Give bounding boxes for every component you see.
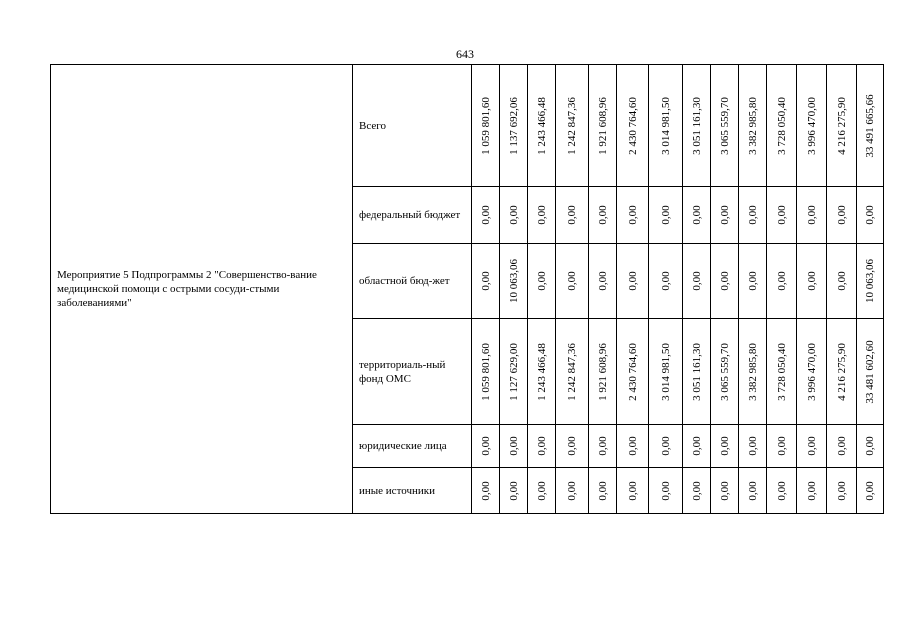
amount-cell [589,244,617,319]
amount-cell [739,244,767,319]
amount-value: 1 242 847,36 [566,96,578,155]
amount-cell [500,468,528,514]
amount-value: 0,00 [746,205,759,225]
amount-cell [797,319,827,425]
amount-value: 2 430 764,60 [626,342,639,401]
page-number: 643 [456,47,474,61]
amount-cell [617,244,649,319]
amount-cell [739,425,767,468]
amount-cell [683,319,711,425]
amount-cell [556,425,589,468]
funding-source-label: территориаль-ный фонд ОМС [353,319,472,425]
amount-value: 0,00 [864,436,876,456]
amount-cell [472,244,500,319]
amount-value: 3 051 161,30 [690,342,703,401]
amount-cell [556,244,589,319]
funding-source-label: юридические лица [353,425,472,468]
amount-cell [472,65,500,187]
amount-cell [649,65,683,187]
amount-value: 0,00 [864,480,876,501]
amount-value: 0,00 [507,205,520,225]
amount-cell [528,244,556,319]
amount-value: 1 242 847,36 [566,342,578,401]
amount-cell [472,468,500,514]
amount-value: 0,00 [659,205,672,225]
amount-cell [711,187,739,244]
amount-value: 0,00 [835,436,848,456]
amount-value: 3 996 470,00 [805,342,818,401]
amount-cell [556,468,589,514]
amount-cell [556,319,589,425]
amount-value: 0,00 [775,205,788,225]
amount-cell [767,65,797,187]
amount-cell [528,187,556,244]
amount-cell [827,468,857,514]
amount-value: 0,00 [479,205,492,225]
amount-cell [739,187,767,244]
amount-cell [472,319,500,425]
amount-value: 1 243 466,48 [535,96,548,155]
amount-cell [528,468,556,514]
amount-cell [797,425,827,468]
amount-cell [556,187,589,244]
amount-cell [528,319,556,425]
amount-cell [827,425,857,468]
amount-cell [589,319,617,425]
amount-value: 3 728 050,40 [775,96,788,155]
amount-cell [556,65,589,187]
amount-cell [857,468,884,514]
amount-cell [472,187,500,244]
amount-cell [649,468,683,514]
amount-value: 0,00 [659,271,672,291]
amount-cell [683,425,711,468]
amount-value: 0,00 [566,271,578,291]
amount-value: 0,00 [805,205,818,225]
amount-cell [649,319,683,425]
amount-value: 10 063,06 [864,259,876,303]
amount-cell [857,244,884,319]
amount-value: 33 491 665,66 [864,93,876,158]
amount-value: 1 921 608,96 [596,342,609,401]
amount-cell [797,65,827,187]
amount-value: 1 243 466,48 [535,342,548,401]
amount-value: 0,00 [690,436,703,456]
row-total [51,65,884,187]
amount-cell [857,425,884,468]
funding-source-label: иные источники [353,468,472,514]
amount-cell [857,187,884,244]
amount-value: 0,00 [775,271,788,291]
amount-cell [767,319,797,425]
amount-cell [767,187,797,244]
amount-value: 2 430 764,60 [626,96,639,155]
amount-value: 0,00 [718,205,731,225]
amount-value: 0,00 [746,436,759,456]
amount-value: 0,00 [690,271,703,291]
amount-value: 3 014 981,50 [659,96,672,155]
amount-cell [617,319,649,425]
amount-cell [683,65,711,187]
amount-value: 0,00 [507,480,520,501]
amount-value: 0,00 [659,436,672,456]
amount-cell [797,187,827,244]
amount-cell [857,319,884,425]
amount-value: 0,00 [566,436,578,456]
amount-cell [472,425,500,468]
amount-cell [739,319,767,425]
amount-value: 0,00 [566,480,578,501]
amount-value: 0,00 [596,205,609,225]
amount-value: 0,00 [775,480,788,501]
amount-value: 3 051 161,30 [690,96,703,155]
amount-cell [617,187,649,244]
amount-cell [767,468,797,514]
amount-cell [827,319,857,425]
amount-value: 0,00 [718,436,731,456]
amount-value: 0,00 [626,271,639,291]
amount-value: 0,00 [566,205,578,225]
amount-value: 1 127 629,00 [507,342,520,401]
amount-cell [739,65,767,187]
amount-cell [589,65,617,187]
amount-value: 3 382 985,80 [746,96,759,155]
amount-cell [711,319,739,425]
amount-cell [797,244,827,319]
amount-value: 3 014 981,50 [659,342,672,401]
amount-value: 0,00 [835,480,848,501]
amount-cell [617,65,649,187]
amount-value: 0,00 [805,480,818,501]
funding-source-label: Всего [353,65,472,187]
amount-cell [767,244,797,319]
amount-value: 4 216 275,90 [835,342,848,401]
amount-cell [711,425,739,468]
amount-value: 0,00 [718,480,731,501]
amount-cell [683,468,711,514]
amount-cell [528,425,556,468]
amount-value: 1 921 608,96 [596,96,609,155]
amount-cell [827,244,857,319]
amount-value: 0,00 [718,271,731,291]
amount-cell [649,244,683,319]
amount-value: 0,00 [479,480,492,501]
amount-value: 33 481 602,60 [864,339,876,404]
amount-cell [649,187,683,244]
amount-value: 0,00 [805,436,818,456]
amount-cell [739,468,767,514]
amount-cell [500,425,528,468]
amount-value: 0,00 [479,271,492,291]
measure-title: Мероприятие 5 Подпрограммы 2 "Совершенство-вание медицинской помощи с острыми сосуди-стыми заболеваниями" [51,65,353,514]
amount-value: 3 065 559,70 [718,96,731,155]
amount-value: 0,00 [507,436,520,456]
amount-cell [711,468,739,514]
amount-cell [683,244,711,319]
amount-value: 0,00 [596,436,609,456]
amount-value: 0,00 [535,271,548,291]
amount-cell [589,425,617,468]
amount-value: 0,00 [626,480,639,501]
funding-source-label: областной бюд-жет [353,244,472,319]
amount-value: 0,00 [626,436,639,456]
amount-cell [857,65,884,187]
amount-cell [500,187,528,244]
amount-value: 0,00 [596,271,609,291]
amount-value: 3 382 985,80 [746,342,759,401]
amount-cell [617,425,649,468]
amount-value: 0,00 [535,480,548,501]
amount-value: 0,00 [835,271,848,291]
amount-value: 0,00 [596,480,609,501]
amount-value: 3 065 559,70 [718,342,731,401]
amount-value: 0,00 [864,205,876,225]
amount-cell [649,425,683,468]
amount-value: 1 059 801,60 [479,96,492,155]
amount-value: 0,00 [690,205,703,225]
amount-value: 3 996 470,00 [805,96,818,155]
amount-cell [711,65,739,187]
amount-cell [500,65,528,187]
amount-value: 1 137 692,06 [507,96,520,155]
budget-table [50,64,884,514]
amount-value: 0,00 [805,271,818,291]
amount-cell [617,468,649,514]
amount-cell [797,468,827,514]
amount-value: 4 216 275,90 [835,96,848,155]
amount-value: 0,00 [690,480,703,501]
amount-cell [827,187,857,244]
amount-value: 0,00 [746,480,759,501]
amount-cell [827,65,857,187]
amount-cell [500,319,528,425]
amount-value: 0,00 [479,436,492,456]
amount-value: 0,00 [775,436,788,456]
funding-source-label: федеральный бюджет [353,187,472,244]
amount-value: 0,00 [626,205,639,225]
amount-value: 10 063,06 [507,259,520,303]
amount-cell [589,468,617,514]
amount-cell [528,65,556,187]
amount-value: 3 728 050,40 [775,342,788,401]
amount-cell [711,244,739,319]
amount-cell [589,187,617,244]
amount-value: 0,00 [835,205,848,225]
amount-cell [683,187,711,244]
amount-cell [767,425,797,468]
amount-value: 1 059 801,60 [479,342,492,401]
amount-value: 0,00 [659,480,672,501]
amount-cell [500,244,528,319]
amount-value: 0,00 [535,436,548,456]
amount-value: 0,00 [535,205,548,225]
amount-value: 0,00 [746,271,759,291]
